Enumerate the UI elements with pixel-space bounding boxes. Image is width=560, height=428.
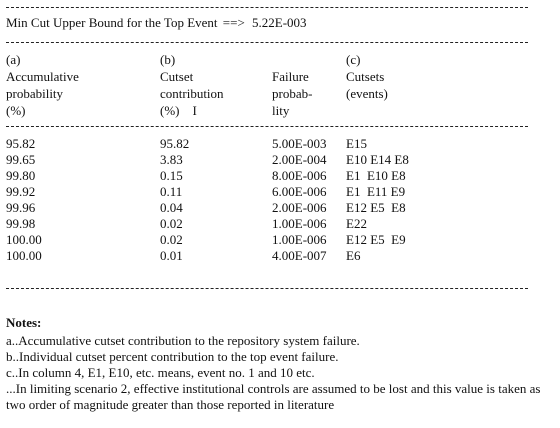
min-cut-label <box>6 14 307 32</box>
cell-contribution: 0.15 <box>160 168 183 183</box>
note-a: a..Accumulative cutset contribution to the repository system failure. <box>6 333 360 348</box>
cell-accumulative: 99.92 <box>6 184 36 199</box>
cell-cutset: E22 <box>346 216 367 231</box>
cell-contribution: 0.02 <box>160 216 183 231</box>
cell-contribution: 3.83 <box>160 152 183 167</box>
cell-failure: 2.00E-004 <box>272 152 327 167</box>
cell-cutset: E10 E14 E8 <box>346 152 409 167</box>
col-cutsets-header <box>346 51 388 102</box>
cell-cutset: E15 <box>346 136 367 151</box>
col-a-line: (a) <box>6 52 21 67</box>
cell-accumulative: 99.96 <box>6 200 36 215</box>
cell-cutset: E12 E5 E9 <box>346 232 406 247</box>
divider-columns <box>6 126 528 127</box>
col-c-line: (events) <box>346 86 388 101</box>
cell-accumulative: 100.00 <box>6 248 42 263</box>
min-cut-label-text: Min Cut Upper Bound for the Top Event <box>6 15 218 30</box>
cell-contribution: 0.01 <box>160 248 183 263</box>
note-b: b..Individual cutset percent contribution to the top event failure. <box>6 349 339 364</box>
cell-contribution: 95.82 <box>160 136 190 151</box>
col-accumulative-header <box>6 51 79 119</box>
col-b-line: (b) <box>160 52 176 67</box>
cell-failure: 6.00E-006 <box>272 184 327 199</box>
cell-failure: 8.00E-006 <box>272 168 327 183</box>
col-c-line: Cutsets <box>346 69 385 84</box>
note-c: c..In column 4, E1, E10, etc. means, event no. 1 and 10 etc. <box>6 365 315 380</box>
divider-header <box>6 42 528 43</box>
col-failure-header <box>272 51 312 119</box>
cell-accumulative: 99.80 <box>6 168 36 183</box>
cell-failure: 4.00E-007 <box>272 248 327 263</box>
notes-title: Notes: <box>6 315 42 330</box>
cell-accumulative: 99.65 <box>6 152 36 167</box>
col-contribution-header <box>160 51 224 119</box>
cell-failure: 2.00E-006 <box>272 200 327 215</box>
arrow-icon: ==> <box>222 15 245 30</box>
min-cut-value: 5.22E-003 <box>252 15 307 30</box>
col-a-line: Accumulative <box>6 69 79 84</box>
cell-contribution: 0.04 <box>160 200 183 215</box>
divider-bottom <box>6 288 528 289</box>
cell-cutset: E1 E11 E9 <box>346 184 406 199</box>
cell-failure: 1.00E-006 <box>272 216 327 231</box>
note-d: ...In limiting scenario 2, effective institutional controls are assumed to be lost and this value is taken as two order of magnitude greater than those reported in literature <box>6 381 541 412</box>
cell-cutset: E12 E5 E8 <box>346 200 406 215</box>
col-a-line: probability <box>6 86 64 101</box>
cell-failure: 1.00E-006 <box>272 232 327 247</box>
col-b-line: Cutset <box>160 69 194 84</box>
cell-cutset: E6 <box>346 248 361 263</box>
cell-accumulative: 100.00 <box>6 232 42 247</box>
col-f-line: lity <box>272 103 290 118</box>
divider-top <box>6 7 528 8</box>
cell-accumulative: 99.98 <box>6 216 36 231</box>
cell-contribution: 0.11 <box>160 184 183 199</box>
cell-cutset: E1 E10 E8 <box>346 168 406 183</box>
col-b-line: contribution <box>160 86 224 101</box>
col-f-line: Failure <box>272 69 309 84</box>
cell-contribution: 0.02 <box>160 232 183 247</box>
col-a-line: (%) <box>6 103 26 118</box>
col-b-line: (%) I <box>160 103 197 118</box>
cell-failure: 5.00E-003 <box>272 136 327 151</box>
col-f-line: probab- <box>272 86 313 101</box>
col-f-line <box>272 51 312 68</box>
cell-accumulative: 95.82 <box>6 136 36 151</box>
col-c-line: (c) <box>346 52 361 67</box>
